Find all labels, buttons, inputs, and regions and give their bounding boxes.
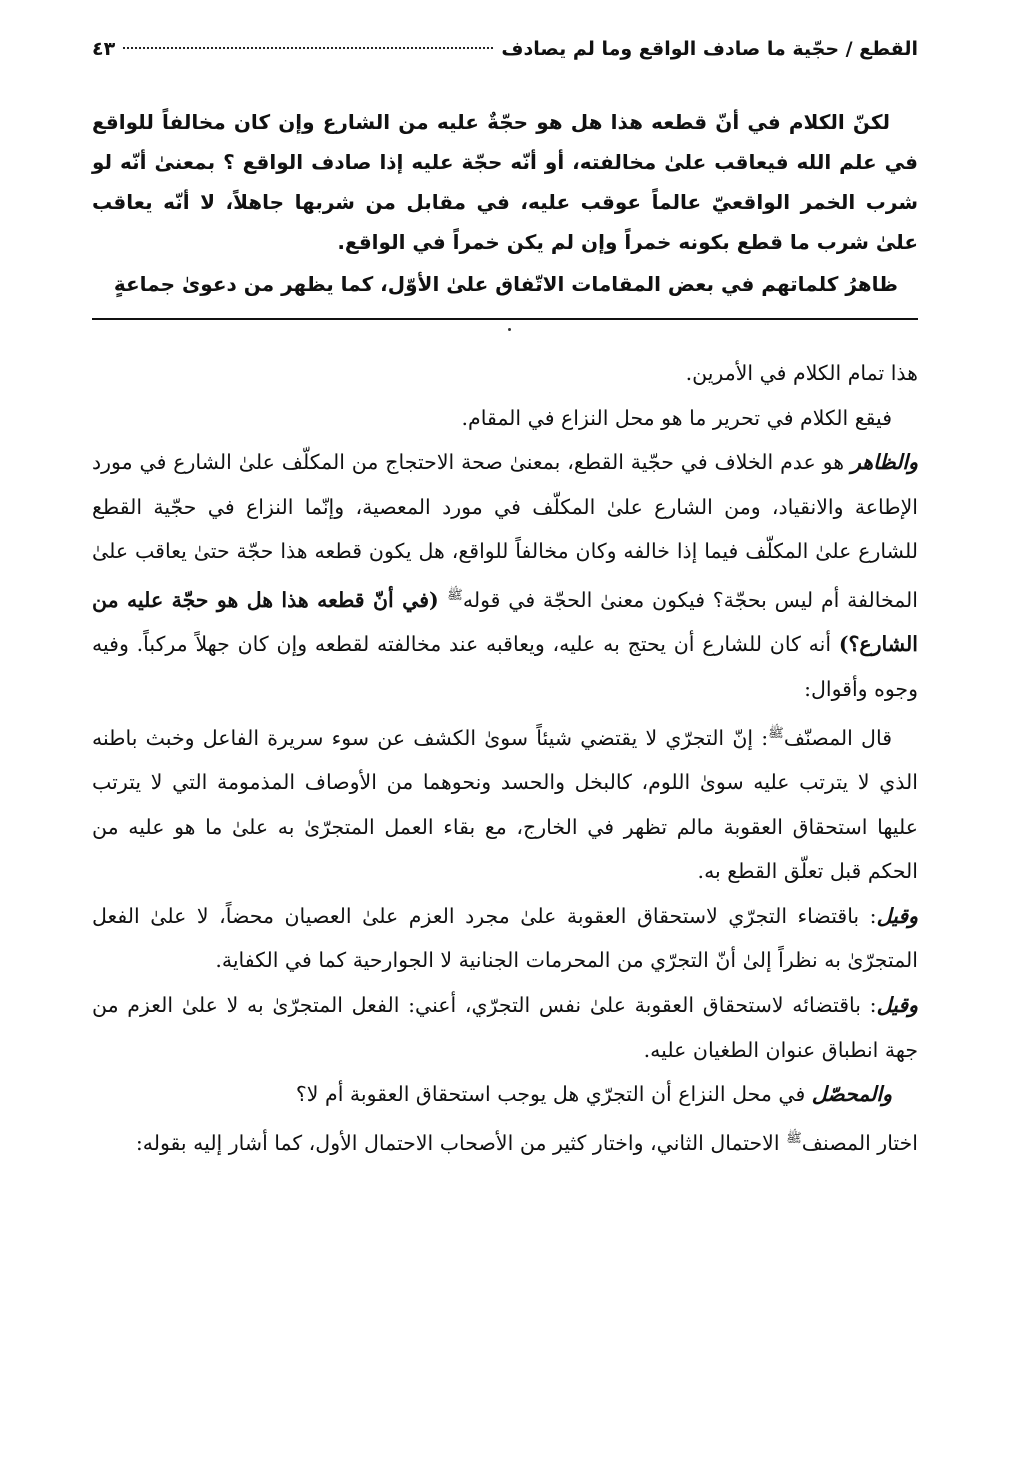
paragraph-text: : باقتضاء التجرّي لاستحقاق العقوبة علىٰ مجرد العزم علىٰ العصيان محضاً، لا علىٰ الفعل المتجرّىٰ به نظراً إلىٰ أنّ التجرّي من المحرمات الجنانية لا الجوارحية كما في الكفاية.	[92, 903, 918, 973]
lead-term: والظاهر	[850, 450, 918, 475]
dotted-leader	[123, 47, 493, 49]
commentary-paragraph: فيقع الكلام في تحرير ما هو محل النزاع في المقام.	[461, 405, 892, 430]
running-header	[92, 38, 918, 78]
paragraph-text: اختار المصنف	[801, 1130, 918, 1155]
separator-rule	[92, 318, 918, 320]
honorific-symbol: ﷺ	[786, 1130, 802, 1146]
lead-term: والمحصّل	[811, 1082, 892, 1107]
honorific-symbol: ﷺ	[768, 725, 784, 741]
matn-paragraph: لكنّ الكلام في أنّ قطعه هذا هل هو حجّةٌ عليه من الشارع وإن كان مخالفاً للواقع في علم الله فيعاقب علىٰ مخالفته، أو أنّه حجّة عليه إذا صادف الواقع ؟ بمعنىٰ أنّه لو شرب الخمر الواقعيّ عالماً عوقب عليه، في مقابل من شربها جاهلاً، لا أنّه يعاقب علىٰ شرب ما قطع بكونه خمراً وإن لم يكن خمراً في الواقع.	[92, 110, 918, 254]
paragraph-text: أنه كان للشارع أن يحتج به عليه، ويعاقبه عند مخالفته لقطعه وإن كان جهلاً مركباً. وفيه وجوه وأقوال:	[92, 632, 918, 701]
honorific-symbol: ﷺ	[447, 587, 463, 603]
commentary-paragraph	[92, 712, 918, 894]
page-number: ٤٣	[92, 38, 116, 60]
matn-paragraph: ظاهرُ كلماتهم في بعض المقامات الاتّفاق علىٰ الأوّل، كما يظهر من دعوىٰ جماعةٍ	[113, 272, 898, 296]
commentary-block	[92, 351, 918, 1165]
main-text-block	[92, 102, 918, 304]
book-page	[92, 38, 918, 1358]
lead-term: وقيل	[876, 903, 918, 928]
ink-dot	[508, 328, 511, 331]
quoted-text: (في أنّ قطعه هذا هل هو حجّة عليه من الشارع؟)	[92, 587, 918, 657]
paragraph-text: : إنّ التجرّي لا يقتضي شيئاً سوىٰ الكشف عن سوء سريرة الفاعل وخبث باطنه الذي لا يترتب عليه سوىٰ اللوم، كالبخل والحسد ونحوهما من الأوصاف المذمومة التي لا يترتب عليها استحقاق العقوبة مالم تظهر في الخارج، مع بقاء العمل المتجرّىٰ به علىٰ ما هو عليه من الحكم قبل تعلّق القطع به.	[92, 725, 918, 884]
commentary-paragraph	[92, 1072, 918, 1117]
paragraph-text: : باقتضائه لاستحقاق العقوبة علىٰ نفس التجرّي، أعني: الفعل المتجرّىٰ به لا علىٰ العزم من جهة انطباق عنوان الطغيان عليه.	[92, 992, 918, 1062]
paragraph-text: في محل النزاع أن التجرّي هل يوجب استحقاق العقوبة أم لا؟	[295, 1082, 812, 1107]
commentary-paragraph	[92, 1117, 918, 1165]
lead-term: وقيل	[876, 992, 918, 1017]
commentary-paragraph	[92, 983, 918, 1072]
paragraph-text: هو عدم الخلاف في حجّية القطع، بمعنىٰ صحة الاحتجاج من المكلّف علىٰ الشارع في مورد الإطاعة والانقياد، ومن الشارع علىٰ المكلّف في مورد المعصية، وإنّما النزاع في حجّية القطع للشارع علىٰ المكلّف فيما إذا خالفه وكان مخالفاً للواقع، هل يكون قطعه هذا حجّة حتىٰ يعاقب علىٰ المخالفة أم ليس بحجّة؟ فيكون معنىٰ الحجّة في قوله	[92, 450, 918, 612]
commentary-paragraph	[92, 894, 918, 983]
paragraph-text: قال المصنّف	[783, 725, 892, 750]
commentary-paragraph: هذا تمام الكلام في الأمرين.	[685, 361, 918, 385]
paragraph-text: الاحتمال الثاني، واختار كثير من الأصحاب الاحتمال الأول، كما أشار إليه بقوله:	[135, 1130, 787, 1155]
running-title: القطع / حجّية ما صادف الواقع وما لم يصادف	[501, 38, 918, 60]
commentary-paragraph	[92, 440, 918, 711]
